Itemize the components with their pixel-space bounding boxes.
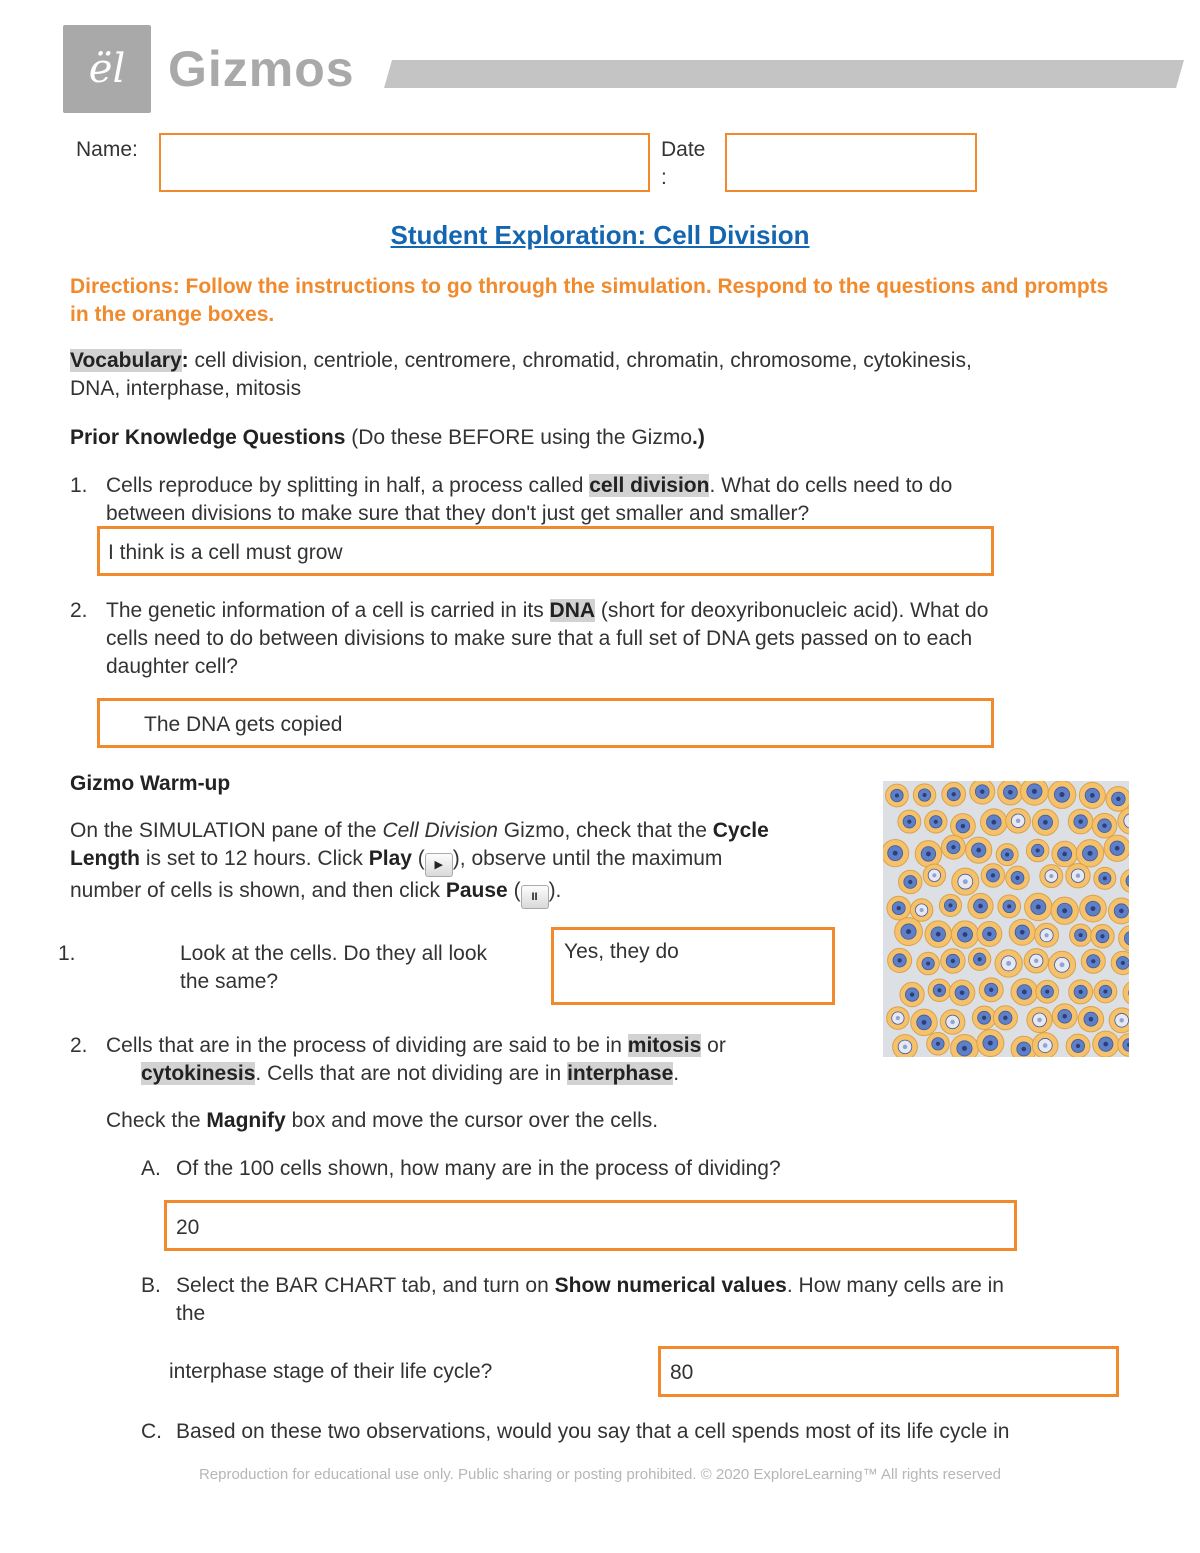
cell (1032, 809, 1058, 835)
gizmo-name: Cell Division (382, 819, 498, 842)
warmup-heading-text: Gizmo Warm-up (70, 772, 231, 795)
cell (1070, 924, 1092, 946)
cell (1006, 808, 1031, 833)
cell (1093, 1031, 1119, 1057)
warmup-l3-close: ). (548, 879, 562, 902)
cell (942, 782, 966, 806)
explorelearning-logo-icon: ël (63, 25, 151, 113)
warmup-q2-end: . (673, 1062, 680, 1085)
warmup-q1-text (180, 940, 550, 996)
cell (1118, 1034, 1129, 1057)
warmup-l2-open: ( (411, 847, 425, 870)
warmup-heading (70, 770, 230, 798)
warmup-q2-mid2: . Cells that are not dividing are in (255, 1062, 568, 1085)
cell (1078, 1006, 1103, 1031)
cell (940, 1010, 965, 1035)
cell (970, 781, 995, 804)
term-mitosis: mitosis (627, 1034, 702, 1057)
cycle-label: Cycle (712, 819, 769, 842)
cell (1036, 980, 1059, 1003)
cell (1080, 895, 1107, 922)
cell (913, 784, 935, 806)
cell (925, 921, 952, 948)
prior-q1-text (106, 472, 1106, 528)
cell (951, 921, 978, 948)
cell (998, 781, 1023, 805)
cell (883, 840, 909, 867)
show-numerical-values-label: Show numerical values (554, 1274, 787, 1297)
cells-icon (883, 781, 1129, 1057)
cell (898, 810, 921, 833)
cell (972, 1006, 995, 1029)
play-icon: ▶ (425, 853, 453, 877)
cell (979, 978, 1003, 1002)
question-b-text (176, 1272, 1136, 1328)
cell (1119, 925, 1129, 951)
warmup-instructions (70, 817, 870, 909)
cell (1009, 919, 1035, 945)
cell (996, 844, 1018, 866)
prior-q1-number: 1. (70, 474, 88, 497)
warmup-l3-open: ( (507, 879, 521, 902)
question-b-answer[interactable]: 80 (670, 1361, 694, 1384)
date-input[interactable] (725, 133, 977, 192)
magnify-post: box and move the cursor over the cells. (285, 1109, 659, 1132)
vocabulary-colon: : (181, 349, 189, 372)
cell (1111, 951, 1129, 974)
warmup-q2-pre: Cells that are in the process of dividing are said to be in (106, 1034, 628, 1057)
magnify-instruction (106, 1107, 658, 1135)
cell (888, 948, 912, 972)
cell (995, 950, 1022, 977)
vocabulary-line-2: DNA, interphase, mitosis (70, 377, 302, 400)
cell (1048, 951, 1075, 978)
cell (886, 784, 909, 807)
cell (900, 982, 924, 1006)
cell (1027, 1007, 1052, 1032)
cell (911, 1009, 938, 1036)
prior-heading-close: .) (692, 426, 705, 449)
warmup-q1-answer-box[interactable] (551, 927, 835, 1005)
question-b-pre: Select the BAR CHART tab, and turn on (176, 1274, 555, 1297)
cell (981, 864, 1005, 888)
length-label: Length (70, 847, 140, 870)
cell (895, 918, 923, 946)
cell (1040, 865, 1063, 888)
vocabulary (70, 347, 1140, 403)
cell (1109, 1008, 1129, 1033)
cell (1106, 787, 1129, 812)
cell (1081, 949, 1105, 973)
pause-label: Pause (445, 879, 508, 902)
cell (941, 949, 965, 973)
question-a-answer[interactable]: 20 (176, 1216, 200, 1239)
question-b-letter: B. (141, 1274, 161, 1297)
warmup-q1-number: 1. (58, 942, 76, 965)
cell (1068, 809, 1093, 834)
cell (1048, 781, 1076, 808)
cell (1026, 839, 1049, 862)
directions: Directions: Follow the instructions to go through the simulation. Respond to the questions and prompts in the orange boxes. (70, 275, 1109, 326)
warmup-q2-text (106, 1032, 866, 1088)
page-title: Student Exploration: Cell Division (390, 220, 810, 250)
cell (899, 870, 922, 893)
cell (968, 948, 990, 970)
magnify-label: Magnify (206, 1109, 286, 1132)
cells-micrograph-image (883, 781, 1129, 1057)
prior-q2-answer-box[interactable] (97, 698, 994, 748)
footer-copyright: Reproduction for educational use only. Public sharing or posting prohibited. © 2020 ExploreLearning™ All rights reserved (198, 1466, 1002, 1483)
cell (915, 841, 941, 867)
name-label: Name: (76, 138, 138, 161)
cell (981, 809, 1008, 836)
cell (1032, 1033, 1058, 1057)
cell (1035, 923, 1059, 947)
cell (941, 835, 965, 859)
prior-q1-answer[interactable]: I think is a cell must grow (108, 541, 343, 564)
prior-q1-line-2: between divisions to make sure that they don't just get smaller and smaller? (106, 502, 810, 525)
cell (966, 837, 992, 863)
pause-icon: II (521, 885, 549, 909)
prior-q2-line-2: cells need to do between divisions to make sure that a full set of DNA gets passed on to each (106, 627, 973, 650)
warmup-l1-pre: On the SIMULATION pane of the (70, 819, 383, 842)
cell (1108, 898, 1129, 924)
cell (1104, 835, 1129, 861)
warmup-l1-mid: Gizmo, check that the (497, 819, 713, 842)
term-interphase: interphase (567, 1062, 674, 1085)
question-a-answer-box[interactable] (164, 1200, 1017, 1251)
term-cell-division: cell division (589, 474, 710, 497)
cell (993, 1006, 1017, 1030)
cell (925, 811, 947, 833)
cell (1066, 1034, 1090, 1057)
question-c-text: Based on these two observations, would you say that a cell spends most of its life cycle in (176, 1420, 1010, 1443)
vocabulary-line-1: cell division, centriole, centromere, chromatid, chromatin, chromosome, cytokinesis, (188, 349, 972, 372)
prior-q1-pre: Cells reproduce by splitting in half, a process called (106, 474, 590, 497)
date-label: Date (661, 138, 706, 161)
cell (910, 899, 932, 921)
cell (952, 868, 979, 895)
name-input[interactable] (159, 133, 650, 192)
prior-heading-note: (Do these BEFORE using the Gizmo (345, 426, 693, 449)
cell (1094, 867, 1116, 889)
cell (927, 1033, 950, 1056)
cell (1052, 1004, 1077, 1029)
cell (1094, 980, 1117, 1003)
cell (928, 979, 951, 1002)
term-dna: DNA (549, 599, 596, 622)
cell (1006, 866, 1029, 889)
cell (1052, 841, 1078, 867)
question-b-line-2: the (176, 1302, 206, 1325)
prior-q1-post: . What do cells need to do (709, 474, 953, 497)
question-b-line-3: interphase stage of their life cycle? (169, 1360, 493, 1383)
cell (977, 922, 1002, 947)
cell (1121, 869, 1129, 893)
cell (1066, 863, 1090, 887)
cell (1025, 893, 1052, 920)
prior-q2-line-3: daughter cell? (106, 655, 238, 678)
cell (1092, 813, 1117, 838)
cell (923, 864, 945, 886)
cell (1024, 949, 1048, 973)
term-cytokinesis: cytokinesis (141, 1062, 256, 1085)
cell (1076, 840, 1103, 867)
cell (1091, 925, 1114, 948)
question-b-post: . How many cells are in (786, 1274, 1004, 1297)
date-label-colon: : (661, 166, 667, 189)
play-label: Play (368, 847, 412, 870)
magnify-pre: Check the (106, 1109, 207, 1132)
cell (887, 896, 911, 920)
warmup-q1-line-2: the same? (180, 970, 279, 993)
cell (951, 1034, 979, 1057)
cell (949, 980, 975, 1006)
warmup-q1-answer[interactable]: Yes, they do (564, 940, 679, 963)
cell (977, 1029, 1004, 1056)
cell (1011, 979, 1038, 1006)
warmup-l2-mid: is set to 12 hours. Click (139, 847, 369, 870)
cell (887, 1007, 910, 1030)
prior-q2-answer[interactable]: The DNA gets copied (144, 713, 343, 736)
prior-q2-post: (short for deoxyribonucleic acid). What do (595, 599, 989, 622)
warmup-q1-line-1: Look at the cells. Do they all look (180, 942, 488, 965)
cell (917, 952, 940, 975)
cell (1069, 980, 1093, 1004)
prior-q2-number: 2. (70, 599, 88, 622)
prior-q2-pre: The genetic information of a cell is carried in its (106, 599, 550, 622)
cell (893, 1035, 918, 1057)
warmup-l3-pre: number of cells is shown, and then click (70, 879, 446, 902)
prior-heading-text: Prior Knowledge Questions (70, 426, 346, 449)
prior-q1-answer-box[interactable] (97, 526, 994, 576)
cell (1123, 980, 1129, 1005)
cell (1051, 897, 1078, 924)
vocabulary-label: Vocabulary (70, 349, 182, 372)
cell (1079, 782, 1105, 808)
prior-q2-text (106, 597, 1126, 681)
cell (998, 895, 1021, 918)
gizmos-brand: Gizmos (168, 41, 355, 97)
question-a-text: Of the 100 cells shown, how many are in the process of dividing? (176, 1157, 781, 1180)
cell (1021, 781, 1049, 805)
header-bar (384, 60, 1184, 88)
question-b-answer-box[interactable] (658, 1346, 1119, 1397)
warmup-q2-number: 2. (70, 1034, 88, 1057)
cell (939, 894, 961, 916)
question-a-letter: A. (141, 1157, 161, 1180)
warmup-q2-mid: or (701, 1034, 726, 1057)
question-c-letter: C. (141, 1420, 162, 1443)
cell (968, 893, 993, 918)
prior-knowledge-heading (70, 424, 705, 452)
warmup-l2-close: ), observe until the maximum (452, 847, 723, 870)
